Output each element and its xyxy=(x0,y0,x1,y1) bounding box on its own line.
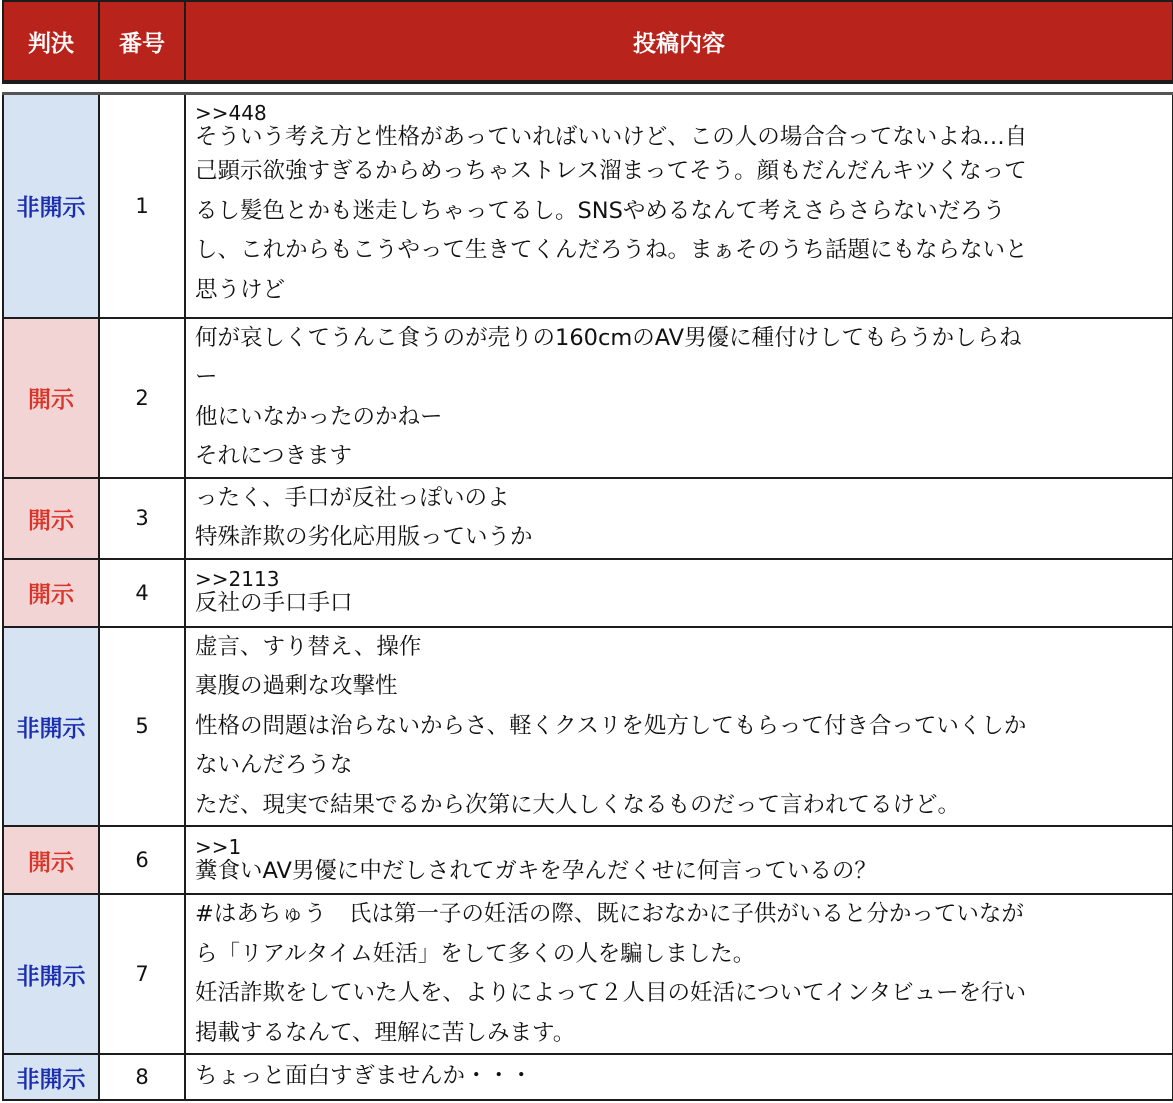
post-line: 裏腹の過剰な攻撃性 xyxy=(195,673,398,699)
disclosure-table xyxy=(2,0,1173,1101)
content-cell xyxy=(185,478,1173,559)
post-line: 反社の手口手口 xyxy=(195,590,353,616)
post-line: #はあちゅう 氏は第一子の妊活の際、既におなかに子供がいると分かっていなが xyxy=(195,901,1024,927)
number-cell: 3 xyxy=(99,478,185,559)
post-line: ー xyxy=(195,364,218,390)
table-row xyxy=(3,627,1173,827)
header-row xyxy=(3,1,1173,82)
table-row xyxy=(3,478,1173,559)
table-row xyxy=(3,894,1173,1054)
content-cell xyxy=(185,826,1173,894)
post-line: し、これからもこうやって生きてくんだろうね。まぁそのうち話題にもならないと xyxy=(195,237,1028,264)
post-line: ら「リアルタイム妊活」をして多くの人を騙しました。 xyxy=(195,940,756,967)
number-cell: 5 xyxy=(99,627,185,827)
post-line: それにつきます xyxy=(195,443,353,469)
header-verdict: 判決 xyxy=(3,1,99,82)
post-line: 何が哀しくてうんこ食うのが売りの160cmのAV男優に種付けしてもらうかしらね xyxy=(195,324,1022,351)
post-line: そういう考え方と性格があっていればいいけど、この人の場合合ってないよね…自 xyxy=(195,124,1028,151)
number-cell: 8 xyxy=(99,1054,185,1100)
post-line: 他にいなかったのかねー xyxy=(195,403,443,430)
post-line: 思うけど xyxy=(195,276,286,303)
post-line: ちょっと面白すぎませんか・・・ xyxy=(195,1063,533,1090)
header-content: 投稿内容 xyxy=(185,1,1173,82)
table-row xyxy=(3,318,1173,478)
content-cell xyxy=(185,627,1173,827)
post-line: ないんだろうな xyxy=(195,752,353,778)
content-cell xyxy=(185,894,1173,1054)
post-line: 妊活詐欺をしていた人を、よりによって２人目の妊活についてインタビューを行い xyxy=(195,980,1027,1006)
post-line: るし髪色とかも迷走しちゃってるし。SNSやめるなんて考えさらさらないだろう xyxy=(195,197,1006,224)
verdict-cell: 非開示 xyxy=(3,1054,99,1100)
table-row xyxy=(3,1054,1173,1100)
verdict-cell: 非開示 xyxy=(3,894,99,1054)
post-line: 糞食いAV男優に中だしされてガキを孕んだくせに何言っているの？ xyxy=(195,857,877,884)
number-cell: 1 xyxy=(99,94,185,318)
table-row xyxy=(3,559,1173,627)
post-line: 特殊詐欺の劣化応用版っていうか xyxy=(195,524,533,550)
header-number: 番号 xyxy=(99,1,185,82)
verdict-cell: 開示 xyxy=(3,478,99,559)
reply-anchor: >>2113 xyxy=(195,567,280,591)
number-cell: 7 xyxy=(99,894,185,1054)
content-cell xyxy=(185,1054,1173,1100)
verdict-cell: 開示 xyxy=(3,559,99,627)
verdict-cell: 非開示 xyxy=(3,94,99,318)
post-line: ただ、現実で結果でるから次第に大人しくなるものだって言われてるけど。 xyxy=(195,791,961,818)
number-cell: 4 xyxy=(99,559,185,627)
reply-anchor: >>1 xyxy=(195,834,242,859)
number-cell: 2 xyxy=(99,318,185,478)
content-cell xyxy=(185,559,1173,627)
post-line: 己顕示欲強すぎるからめっちゃストレス溜まってそう。顔もだんだんキツくなって xyxy=(195,158,1027,185)
verdict-cell: 開示 xyxy=(3,826,99,894)
post-line: ったく、手口が反社っぽいのよ xyxy=(195,484,510,511)
verdict-cell: 非開示 xyxy=(3,627,99,827)
content-cell xyxy=(185,318,1173,478)
content-cell xyxy=(185,94,1173,318)
header-spacer xyxy=(3,82,1173,94)
table-row xyxy=(3,826,1173,894)
post-line: 性格の問題は治らないからさ、軽くクスリを処方してもらって付き合っていくしか xyxy=(195,712,1027,739)
reply-anchor: >>448 xyxy=(195,101,267,126)
post-line: 虚言、すり替え、操作 xyxy=(195,633,422,660)
post-line: 掲載するなんて、理解に苦しみます。 xyxy=(195,1019,576,1046)
number-cell: 6 xyxy=(99,826,185,894)
verdict-cell: 開示 xyxy=(3,318,99,478)
table-row xyxy=(3,94,1173,318)
